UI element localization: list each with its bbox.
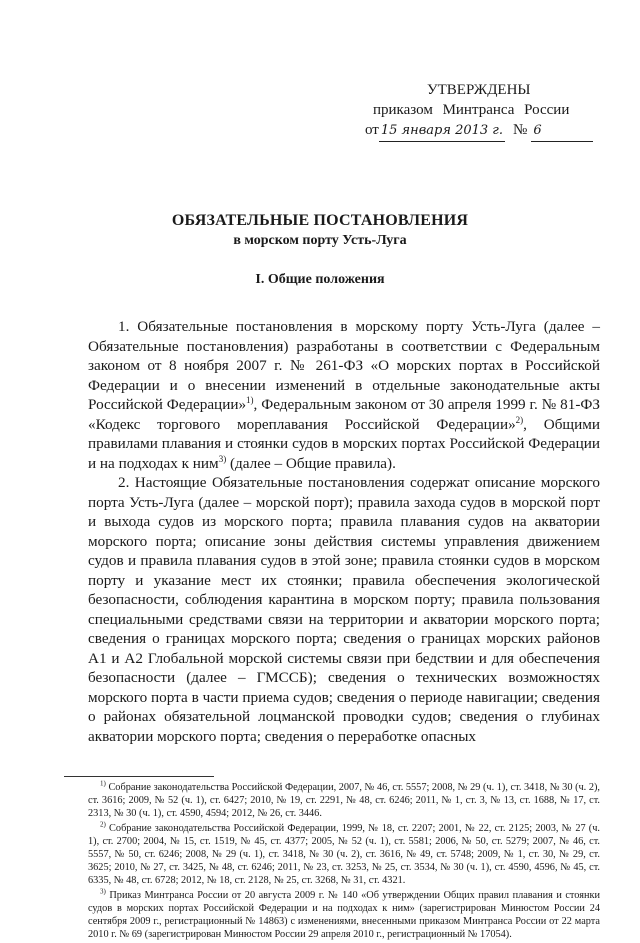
date-prefix: от [365, 122, 379, 138]
footnote-ref-1: 1) [246, 394, 254, 405]
footnotes [88, 781, 600, 943]
handwritten-number: 6 [531, 121, 593, 142]
approved-date-line [365, 120, 605, 142]
footnote-2: $^{2)}$ Собрание законодательства Российской Федерации, 1999, № 18, ст. 2207; 2001, № 22, ст. 2125; 2003, № 27 (ч. 1), ст. 2700; 2004, № 15, ст. 1519, № 45, ст. 4377; 2005, № 52 (ч. 1), ст. 5581; 2006, № 50, ст. 5279; 2007, № 46, ст. 5557, № 50, ст. 6246; 2008, № 29 (ч. 1), ст. 3418, № 30 (ч. 2), ст. 3616, № 49, ст. 5748; 2009, № 1, ст. 30, № 29, ст. 3625; 2010, № 27, ст. 3425, № 48, ст. 6246; 2011, № 23, ст. 3253, № 25, ст. 3534, № 30 (ч. 1), ст. 4590, 4596, № 45, ст. 6335, № 48, ст. 6728; 2012, № 18, ст. 2128, № 25, ст. 3268, № 31, ст. 4321. [88, 820, 600, 886]
paragraph-2: 2. Настоящие Обязательные постановления содержат описание морского порта Усть-Луга (далее – морской порт); правила захода судов в морской порт и выхода судов из морского порта; правила плавания судов на акватории морского порта; описание зоны действия системы управления движением судов и правила плавания судов в этой зоне; правила стоянки судов в морском порту и указание мест их стоянки; правила обеспечения экологической безопасности, соблюдения карантина в морском порту; правила пользования специальными средствами связи на территории и акватории морского порта; сведения о границах морского порта; сведения о границах морских районов А1 и А2 Глобальной морской системы связи при бедствии и для обеспечения безопасности (далее – ГМССБ); сведения о технических возможностях морского порта в части приема судов; сведения о периоде навигации; сведения о районах обязательной лоцманской проводки судов; сведения о глубинах акватории морского порта; сведения о переработке опасных [88, 474, 600, 745]
approved-order-line: приказом Минтранса России [373, 102, 570, 118]
footnote-ref-2: 2) [515, 414, 524, 425]
footnote-separator [64, 776, 214, 777]
section-heading: I. Общие положения [255, 272, 385, 287]
document-title: ОБЯЗАТЕЛЬНЫЕ ПОСТАНОВЛЕНИЯ [171, 212, 469, 229]
footnote-ref-3: 3) [218, 453, 227, 464]
approved-heading: УТВЕРЖДЕНЫ [427, 82, 531, 98]
footnote-3: $^{3)}$ Приказ Минтранса России от 20 августа 2009 г. № 140 «Об утверждении Общих правил плавания и стоянки судов в морских портах Российской Федерации и на подходах к ним» (зарегистрирован Минюстом России 24 сентября 2009 г., регистрационный № 14863) с изменениями, внесенными приказом Минтранса России от 22 марта 2010 г. № 69 (зарегистрирован Минюстом России 29 апреля 2010 г., регистрационный № 17054). [88, 887, 601, 940]
footnote-1: $^{1)}$ Собрание законодательства Российской Федерации, 2007, № 46, ст. 5557; 2008, № 29 (ч. 1), ст. 3418, № 30 (ч. 2), ст. 3616; 2009, № 52 (ч. 1), ст. 6427; 2010, № 19, ст. 2291, № 48, ст. 6246; 2011, № 1, ст. 3, № 13, ст. 1688, № 17, ст. 2313, № 30 (ч. 1), ст. 4590, 4594; 2012, № 26, ст. 3446. [88, 779, 600, 819]
document-subtitle: в морском порту Усть-Луга [233, 233, 407, 248]
document-body [88, 317, 600, 746]
number-prefix: № [513, 122, 528, 138]
paragraph-1: 1. Обязательные постановления в морскому порту Усть-Луга (далее – Обязательные постановления) разработаны в соответствии с Федеральным законом от 8 ноября 2007 г. № 261-ФЗ «О морских портах в Российской Федерации и о внесении изменений в отдельные законодательные акты Российской Федерации»$^{1)}$, Федеральным законом от 30 апреля 1999 г. № 81-ФЗ «Кодекс торгового мореплавания Российской Федерации»$^{2)}$, Общими правилами плавания и стоянки судов в морских портах Российской Федерации и на подходах к ним$^{3)}$ (далее – Общие правила). [88, 318, 600, 472]
approval-block [365, 80, 605, 142]
handwritten-date: 15 января 2013 г. [379, 121, 505, 142]
